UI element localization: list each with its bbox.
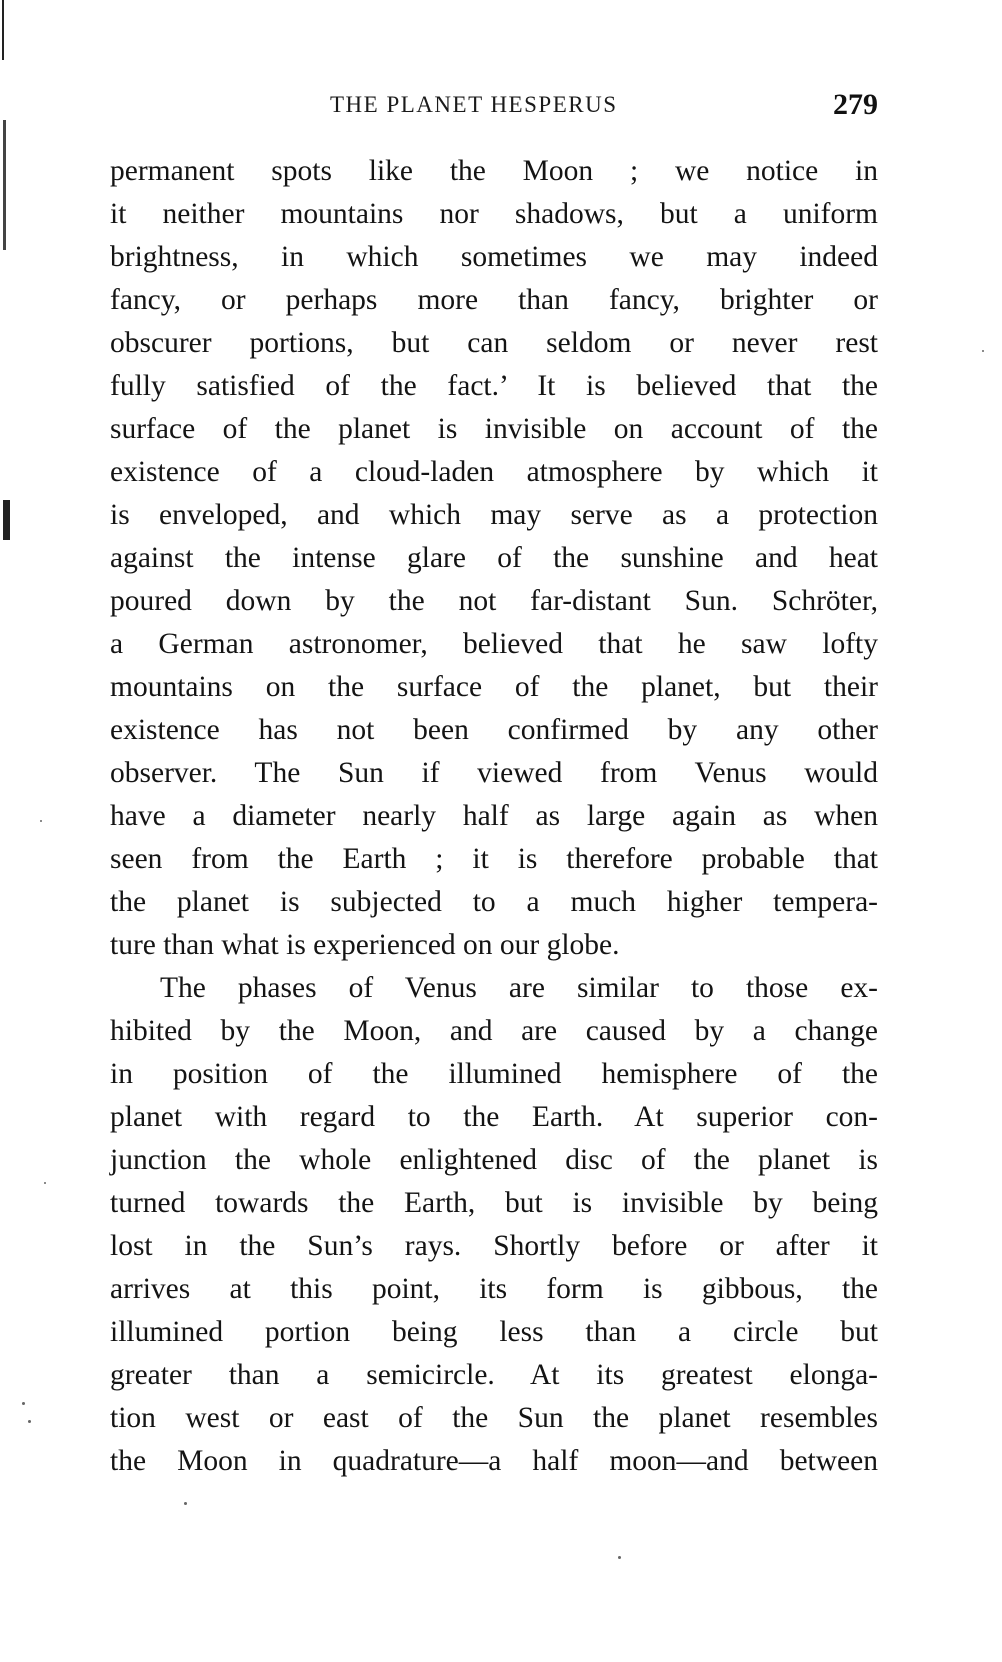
text-line: hibited by the Moon, and are caused by a change [110,1015,878,1047]
scan-speck [28,1420,31,1423]
running-title: THE PLANET HESPERUS [330,92,618,117]
text-line: existence of a cloud-laden atmosphere by which it [110,456,878,488]
text-line: is enveloped, and which may serve as a protection [110,499,878,531]
text-line: fancy, or perhaps more than fancy, brighter or [110,284,878,316]
paragraph-1 [110,150,878,967]
text-line: the Moon in quadrature—a half moon—and between [110,1445,878,1477]
scan-edge-mark [2,0,4,60]
scan-edge-mark [3,120,6,250]
page-number: 279 [833,88,878,121]
page-header [330,88,878,124]
text-line: junction the whole enlightened disc of the planet is [110,1144,878,1176]
scan-edge-mark [3,500,10,540]
body-text [110,150,878,1483]
scan-speck [184,1502,187,1505]
text-line: existence has not been confirmed by any other [110,714,878,746]
scan-speck [44,1182,46,1184]
text-line: fully satisfied of the fact.’ It is believed that the [110,370,878,402]
text-line: observer. The Sun if viewed from Venus would [110,757,878,789]
text-line: a German astronomer, believed that he saw lofty [110,628,878,660]
text-line: have a diameter nearly half as large again as when [110,800,878,832]
scan-speck [22,1402,25,1405]
text-line: against the intense glare of the sunshine and heat [110,542,878,574]
text-line: poured down by the not far-distant Sun. Schröter, [110,585,878,617]
paragraph-2 [110,967,878,1483]
text-line: the planet is subjected to a much higher tempera- [110,886,878,918]
text-line: obscurer portions, but can seldom or never rest [110,327,878,359]
text-line: illumined portion being less than a circle but [110,1316,878,1348]
text-line: arrives at this point, its form is gibbous, the [110,1273,878,1305]
text-line: it neither mountains nor shadows, but a uniform [110,198,878,230]
text-line: tion west or east of the Sun the planet resembles [110,1402,878,1434]
text-line: ture than what is experienced on our globe. [110,929,620,961]
text-line: The phases of Venus are similar to those ex- [160,972,878,1004]
scan-speck [982,350,984,352]
scan-speck [40,820,42,822]
text-line: mountains on the surface of the planet, but their [110,671,878,703]
text-line: seen from the Earth ; it is therefore probable that [110,843,878,875]
scan-speck [618,1556,621,1559]
text-line: turned towards the Earth, but is invisible by being [110,1187,878,1219]
text-line: planet with regard to the Earth. At superior con- [110,1101,878,1133]
text-line: surface of the planet is invisible on account of the [110,413,878,445]
text-line: lost in the Sun’s rays. Shortly before or after it [110,1230,878,1262]
text-line: permanent spots like the Moon ; we notice in [110,155,878,187]
text-line: greater than a semicircle. At its greatest elonga- [110,1359,878,1391]
text-line: in position of the illumined hemisphere of the [110,1058,878,1090]
text-line: brightness, in which sometimes we may indeed [110,241,878,273]
